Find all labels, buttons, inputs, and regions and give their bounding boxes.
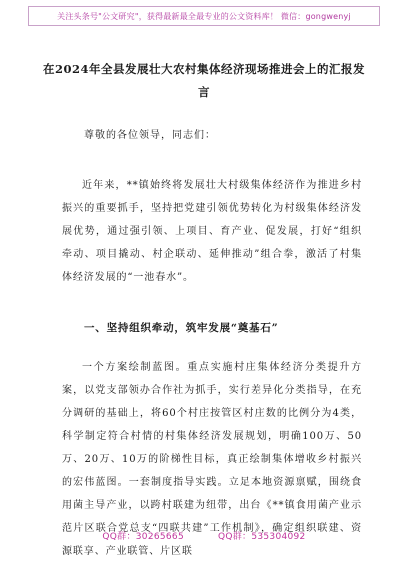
banner-text: 关注头条号"公文研究"，获得最新最全最专业的公文资料库！ 微信：gongwenyj [57,11,351,21]
paragraph-2: 一个方案绘制蓝图。重点实施村庄集体经济分类提升方案，以党支部领办合作社为抓手，实行差异化分类指导，在充分调研的基础上，将60个村庄按管区村庄数的比例分为4类，科学制定符合村情的村集体经济发展规划，明确100万、50万、20万、10万的阶梯性目标，真正绘制集体增收乡村振兴的宏伟蓝图。一套制度指导实践。立足本地资源禀赋，围绕食用菌主导产业，以跨村联建为纽带，出台《**镇食用菌产业示范片区联合党总支“四联共建”工作机制》，确定组织联建、资源联享、产业联管、片区联 [62,362,362,557]
document-title: 在2024年全县发展壮大农村集体经济现场推进会上的汇报发言 [42,62,365,99]
greeting: 尊敬的各位领导，同志们： [84,130,216,141]
footer-qq-group-2: QQ群：535304092 [217,532,306,542]
footer-qq-group-1: QQ群：30265665 [102,532,184,542]
paragraph-1: 近年来，**镇始终将发展壮大村级集体经济作为推进乡村振兴的重要抓手，坚持把党建引领优势转化为村级集体经济发展优势，通过强引领、上项目、育产业、促发展，打好“组织牵动、项目撬动、村企联动、延伸推动”组合拳，激活了村集体经济发展的“一池春水”。 [62,180,362,283]
header-banner [28,6,380,26]
section-heading-1: 一、坚持组织牵动，筑牢发展“奠基石” [84,322,279,334]
footer [0,529,408,542]
